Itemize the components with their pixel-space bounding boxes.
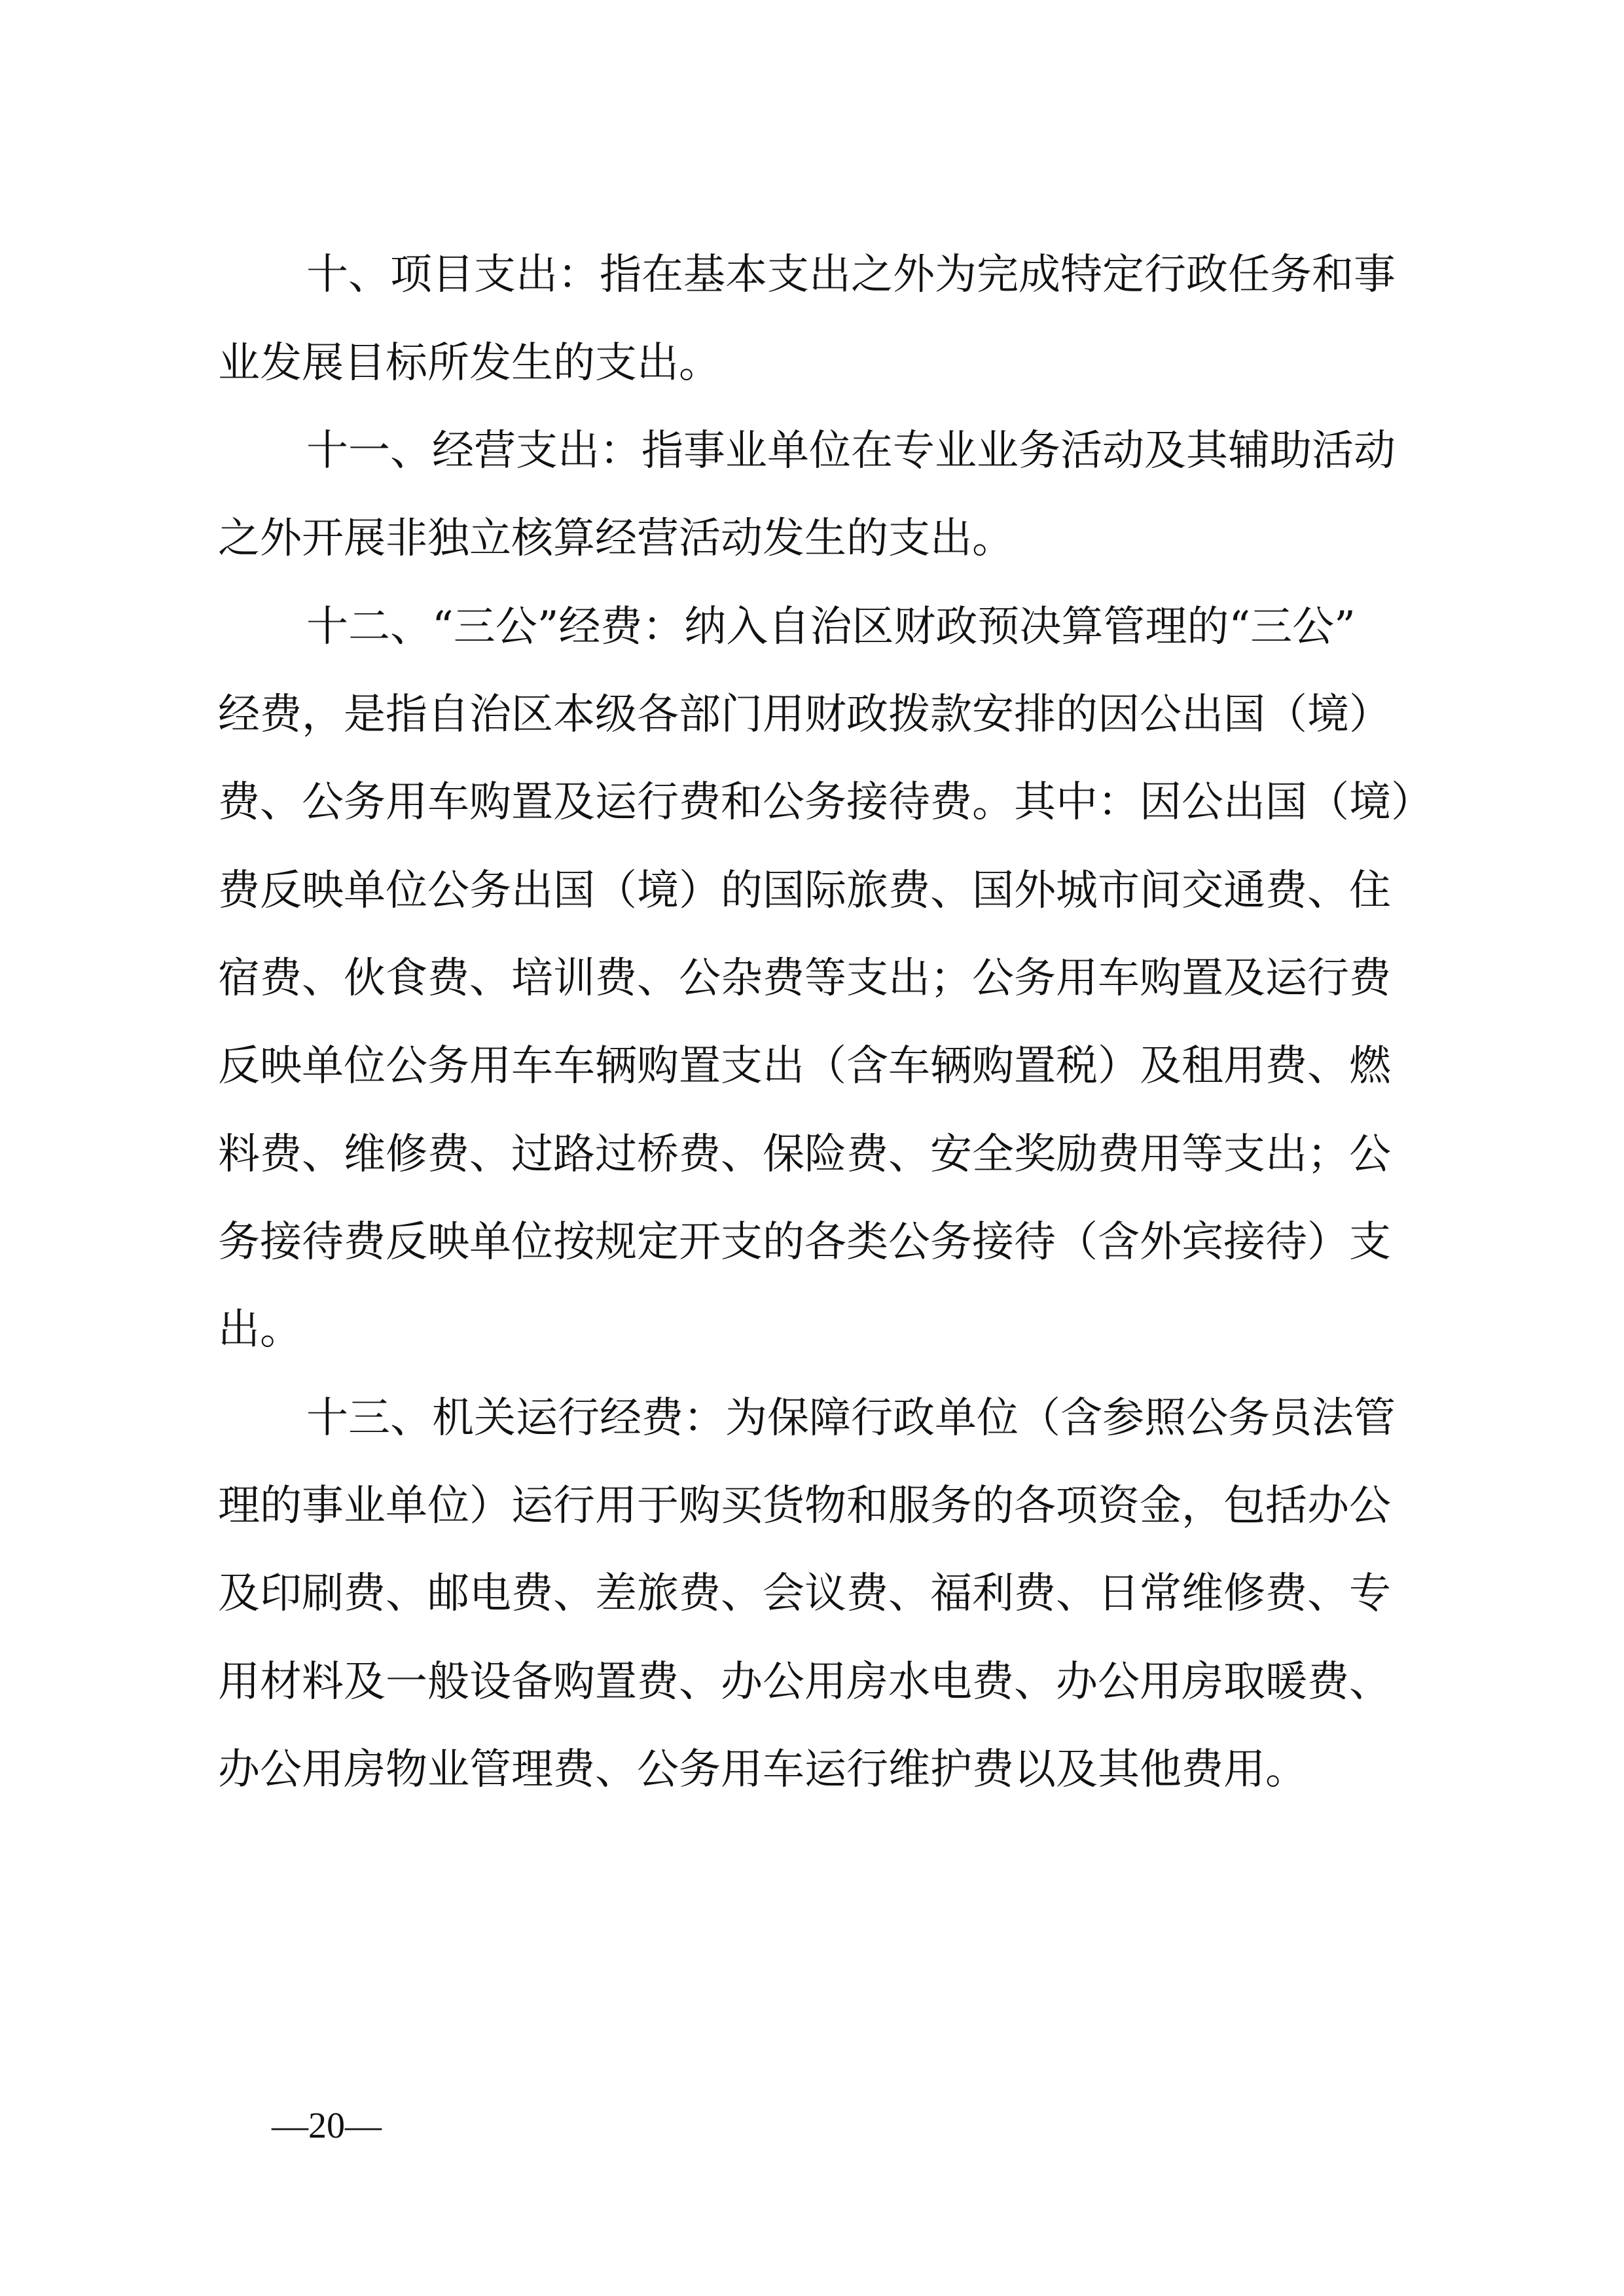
paragraph-13-line-5: 办公用房物业管理费、公务用车运行维护费以及其他费用。 <box>218 1746 1307 1794</box>
paragraph-11-line-1: 十一、经营支出：指事业单位在专业业务活动及其辅助活动 <box>306 427 1396 475</box>
paragraph-12-line-1: 十二、“三公”经费：纳入自治区财政预决算管理的“三公” <box>306 603 1356 651</box>
paragraph-10-line-1: 十、项目支出：指在基本支出之外为完成特定行政任务和事 <box>306 251 1396 299</box>
paragraph-13-line-3: 及印刷费、邮电费、差旅费、会议费、福利费、日常维修费、专 <box>218 1570 1391 1618</box>
page-number: —20— <box>272 2106 382 2146</box>
paragraph-13-line-1: 十三、机关运行经费：为保障行政单位（含参照公务员法管 <box>306 1394 1396 1443</box>
paragraph-12-line-4: 费反映单位公务出国（境）的国际旅费、国外城市间交通费、住 <box>218 867 1391 915</box>
paragraph-12-line-6: 反映单位公务用车车辆购置支出（含车辆购置税）及租用费、燃 <box>218 1042 1391 1090</box>
paragraph-12-line-3: 费、公务用车购置及运行费和公务接待费。其中：因公出国（境） <box>218 778 1433 827</box>
paragraph-13-line-2: 理的事业单位）运行用于购买货物和服务的各项资金，包括办公 <box>218 1482 1391 1530</box>
paragraph-10-line-2: 业发展目标所发生的支出。 <box>218 339 721 387</box>
paragraph-12-line-8: 务接待费反映单位按规定开支的各类公务接待（含外宾接待）支 <box>218 1218 1391 1266</box>
paragraph-12-line-9: 出。 <box>218 1306 302 1354</box>
paragraph-12-line-5: 宿费、伙食费、培训费、公杂费等支出；公务用车购置及运行费 <box>218 954 1391 1003</box>
paragraph-12-line-2: 经费，是指自治区本级各部门用财政拨款安排的因公出国（境） <box>218 691 1391 739</box>
paragraph-12-line-7: 料费、维修费、过路过桥费、保险费、安全奖励费用等支出；公 <box>218 1130 1391 1179</box>
paragraph-11-line-2: 之外开展非独立核算经营活动发生的支出。 <box>218 514 1014 563</box>
paragraph-13-line-4: 用材料及一般设备购置费、办公用房水电费、办公用房取暖费、 <box>218 1658 1391 1706</box>
